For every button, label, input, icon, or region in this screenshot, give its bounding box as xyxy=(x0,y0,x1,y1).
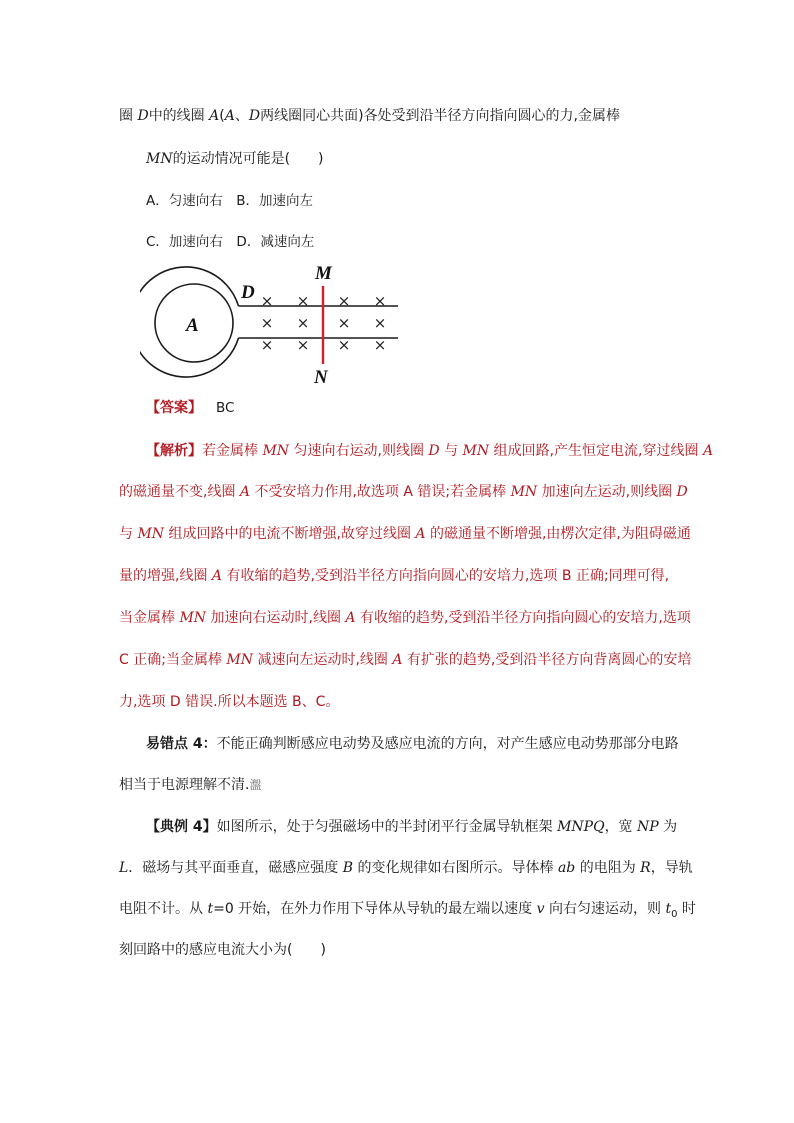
field-cross: × xyxy=(337,314,351,332)
label-m: M xyxy=(315,263,332,284)
analysis-line-1: 【解析】若金属棒 MN 匀速向右运动,则线圈 D 与 MN 组成回路,产生恒定电流,穿过线圈 A xyxy=(146,443,714,459)
pitfall-tag: 易错点 4： xyxy=(146,736,217,752)
analysis-line-2: 的磁通量不变,线圈 A 不受安培力作用,故选项 A 错误;若金属棒 MN 加速向左运动,则线圈 D xyxy=(119,484,688,500)
pitfall-line-2: 相当于电源理解不清.瀊 xyxy=(119,777,262,793)
example-tag: 【典例 4】 xyxy=(146,819,217,835)
label-d: D xyxy=(241,282,255,303)
analysis-tag: 【解析】 xyxy=(146,443,202,459)
analysis-line-4: 量的增强,线圈 A 有收缩的趋势,受到沿半径方向指向圆心的安培力,选项 B 正确;同理可得, xyxy=(119,568,670,584)
analysis-line-7: 力,选项 D 错误.所以本题选 B、C。 xyxy=(119,694,340,710)
analysis-line-3: 与 MN 组成回路中的电流不断增强,故穿过线圈 A 的磁通量不断增强,由楞次定律,为阻碍磁通 xyxy=(119,526,691,542)
field-cross: × xyxy=(296,314,310,332)
label-a: A xyxy=(186,315,199,336)
example-line-2: L．磁场与其平面垂直，磁感应强度 B 的变化规律如右图所示。导体棒 ab 的电阻为 R，导轨 xyxy=(119,860,693,876)
pitfall-line-1: 易错点 4：不能正确判断感应电动势及感应电流的方向，对产生感应电动势那部分电路 xyxy=(146,736,679,752)
question-line-1: 圈 D中的线圈 A(A、D两线圈同心共面)各处受到沿半径方向指向圆心的力,金属棒 xyxy=(119,108,621,124)
field-cross: × xyxy=(373,292,387,310)
answer-line xyxy=(146,398,234,418)
example-line-4: 刻回路中的感应电流大小为( ) xyxy=(119,942,326,958)
analysis-line-6: C 正确;当金属棒 MN 减速向左运动时,线圈 A 有扩张的趋势,受到沿半径方向背离圆心的安培 xyxy=(119,652,692,668)
answer-value: BC xyxy=(216,400,235,416)
field-cross: × xyxy=(260,314,274,332)
analysis-line-5: 当金属棒 MN 加速向右运动时,线圈 A 有收缩的趋势,受到沿半径方向指向圆心的安培力,选项 xyxy=(119,610,691,626)
field-cross: × xyxy=(296,292,310,310)
options-c-d: C．加速向右 D．减速向左 xyxy=(146,234,315,250)
answer-tag: 【答案】 xyxy=(146,400,202,416)
field-cross: × xyxy=(260,336,274,354)
coil-rail-figure xyxy=(140,262,410,390)
field-cross: × xyxy=(337,336,351,354)
options-a-b: A．匀速向右 B．加速向左 xyxy=(146,193,313,209)
example-line-1: 【典例 4】如图所示，处于匀强磁场中的半封闭平行金属导轨框架 MNPQ，宽 NP 为 xyxy=(146,819,678,835)
field-cross: × xyxy=(260,292,274,310)
question-line-2: MN的运动情况可能是( ) xyxy=(146,151,324,167)
field-cross: × xyxy=(296,336,310,354)
label-n: N xyxy=(314,367,328,388)
field-cross: × xyxy=(373,336,387,354)
field-cross: × xyxy=(373,314,387,332)
field-cross: × xyxy=(337,292,351,310)
example-line-3: 电阻不计。从 t=0 开始，在外力作用下导体从导轨的最左端以速度 v 向右匀速运动，则 $t_0$ 时 xyxy=(119,901,696,920)
